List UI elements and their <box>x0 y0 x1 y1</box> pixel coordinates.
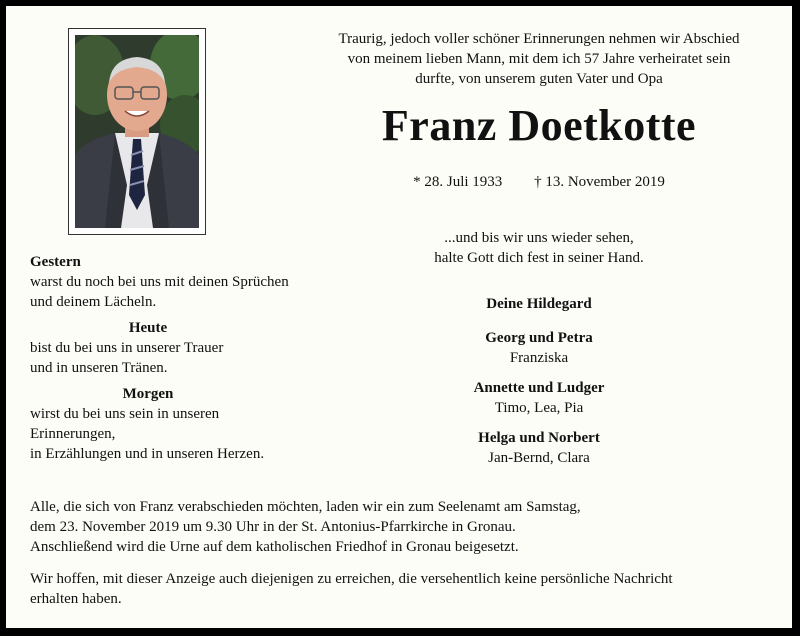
intro-line: Traurig, jedoch voller schöner Erinnerungen nehmen wir Abschied <box>338 31 740 47</box>
poem-line: Erinnerungen, <box>30 426 116 442</box>
notice-line: Anschließend wird die Urne auf dem katholischen Friedhof in Gronau beigesetzt. <box>30 539 519 555</box>
mourner-names: Georg und Petra <box>485 330 593 346</box>
poem-line: und in unseren Tränen. <box>30 360 168 376</box>
farewell-quote <box>306 228 772 268</box>
life-dates <box>306 172 772 192</box>
poem-line: bist du bei uns in unserer Trauer <box>30 340 224 356</box>
mourner-children: Timo, Lea, Pia <box>494 400 584 416</box>
portrait-illustration-icon <box>75 35 199 228</box>
mourner-names: Annette und Ludger <box>473 380 605 396</box>
intro-line: durfte, von unserem guten Vater und Opa <box>415 71 663 87</box>
mourner-names: Helga und Norbert <box>478 430 600 446</box>
notice-line: erhalten haben. <box>30 591 122 607</box>
mourner-children: Franziska <box>509 350 569 366</box>
funeral-notice <box>30 497 772 621</box>
poem <box>30 252 330 464</box>
notice-paragraph <box>30 569 772 609</box>
poem-line: wirst du bei uns sein in unseren <box>30 406 220 422</box>
quote-line: halte Gott dich fest in seiner Hand. <box>434 250 644 266</box>
mourner-wife: Deine Hildegard <box>486 296 592 312</box>
obituary-card <box>6 6 792 628</box>
deceased-name: Franz Doetkotte <box>381 101 697 150</box>
notice-line: Alle, die sich von Franz verabschieden möchten, laden wir ein zum Seelenamt am Samstag, <box>30 499 581 515</box>
notice-line: Wir hoffen, mit dieser Anzeige auch diejenigen zu erreichen, die versehentlich keine persönliche Nachricht <box>30 571 673 587</box>
poem-heading-morgen: Morgen <box>122 386 174 402</box>
mourners-list <box>426 294 652 478</box>
intro-text <box>306 29 772 89</box>
mourner-group <box>426 378 652 418</box>
poem-line: und deinem Lächeln. <box>30 294 157 310</box>
poem-line: warst du noch bei uns mit deinen Sprüchen <box>30 274 289 290</box>
mourner-group <box>426 328 652 368</box>
mourner-children: Jan-Bernd, Clara <box>488 450 590 466</box>
notice-paragraph <box>30 497 772 557</box>
birth-date: * 28. Juli 1933 <box>413 174 503 190</box>
mourner-group <box>426 428 652 468</box>
portrait-photo <box>75 35 199 228</box>
notice-line: dem 23. November 2019 um 9.30 Uhr in der St. Antonius-Pfarrkirche in Gronau. <box>30 519 516 535</box>
poem-heading-gestern: Gestern <box>30 254 81 270</box>
death-date: † 13. November 2019 <box>534 174 665 190</box>
poem-line: in Erzählungen und in unseren Herzen. <box>30 446 265 462</box>
quote-line: ...und bis wir uns wieder sehen, <box>444 230 634 246</box>
intro-line: von meinem lieben Mann, mit dem ich 57 Jahre verheiratet sein <box>347 51 731 67</box>
portrait-frame <box>68 28 206 235</box>
poem-heading-heute: Heute <box>128 320 168 336</box>
